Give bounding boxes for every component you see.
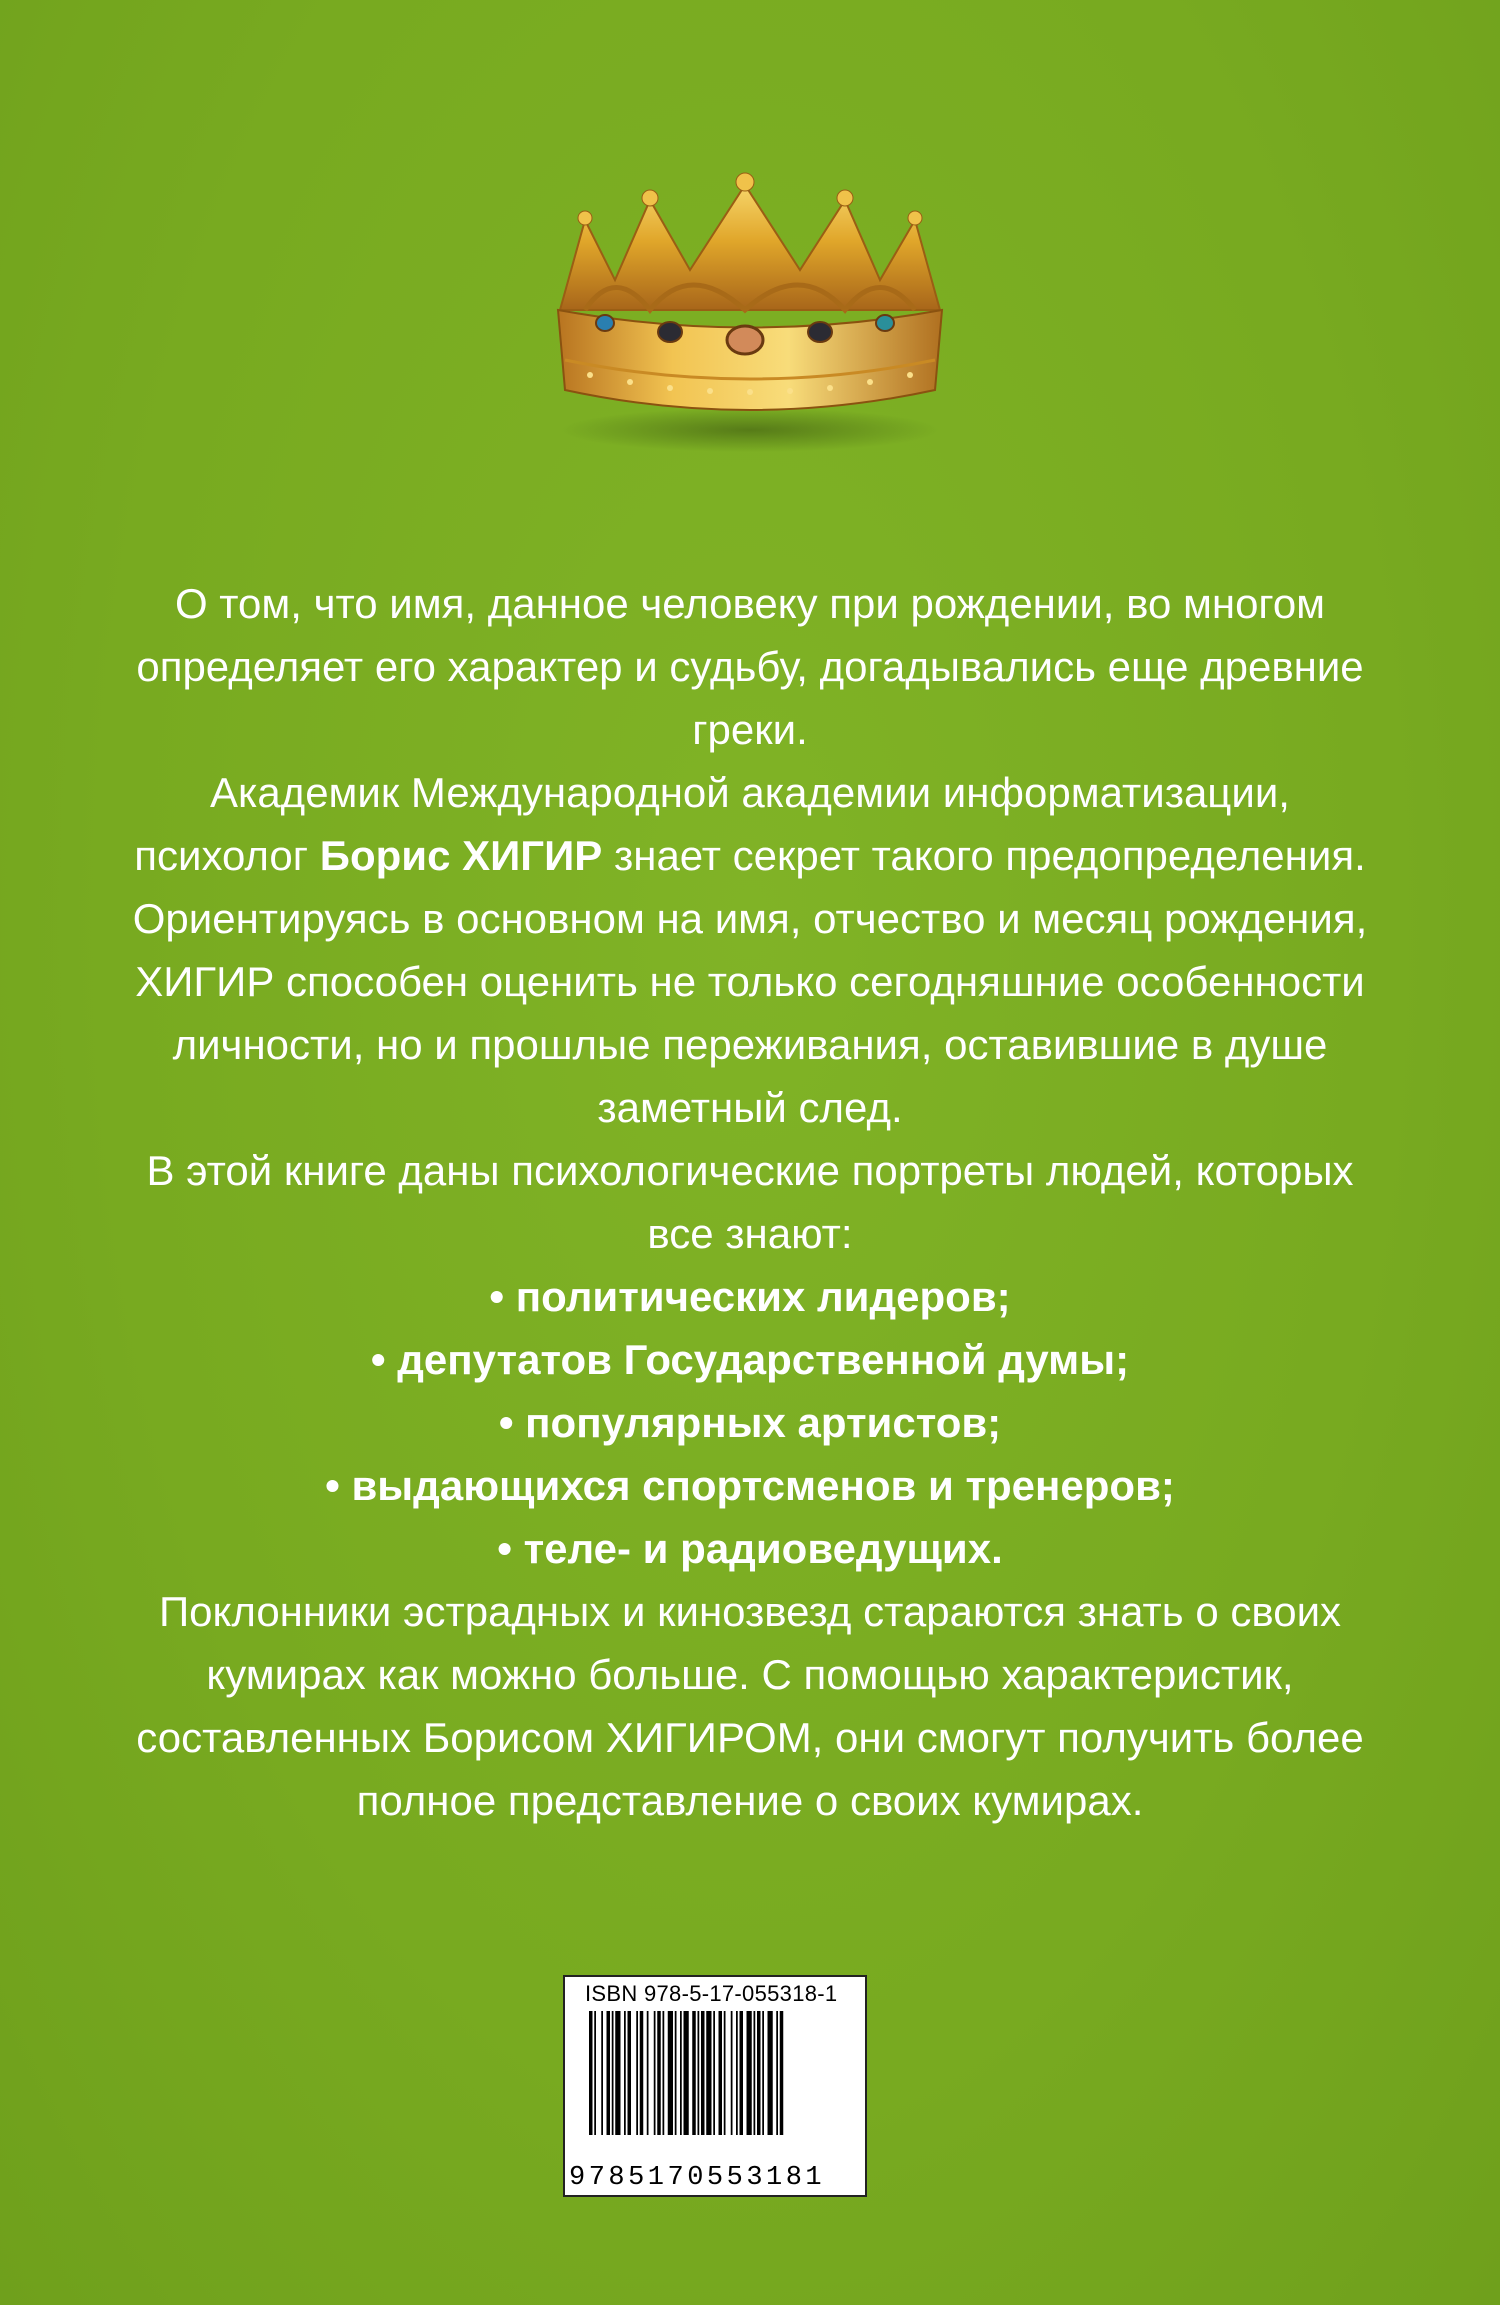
barcode-bar xyxy=(706,2011,711,2135)
barcode-bar xyxy=(628,2011,632,2135)
blurb-paragraph-2-start: Академик Международной академии информатизации, психолог xyxy=(134,769,1290,879)
blurb-paragraph-4: Поклонники эстрадных и кинозвезд стараются знать о своих кумирах как можно больше. С помощью характеристик, составленных Борисом ХИГИРОМ, они смогут получить более полное представление о своих кумирах. xyxy=(136,1588,1364,1824)
barcode-bar xyxy=(654,2011,656,2135)
barcode-bar xyxy=(724,2011,726,2135)
barcode-bar xyxy=(607,2011,611,2135)
list-item: • популярных артистов; xyxy=(498,1399,1002,1446)
list-item: • политических лидеров; xyxy=(489,1273,1011,1320)
barcode-bar xyxy=(601,2011,603,2135)
barcode-bar xyxy=(663,2011,665,2135)
barcode-bar xyxy=(624,2011,626,2135)
barcode-icon xyxy=(587,2011,857,2163)
barcode-bar xyxy=(731,2011,733,2135)
list-item: • выдающихся спортсменов и тренеров; xyxy=(325,1462,1175,1509)
barcode-bar xyxy=(762,2011,764,2135)
barcode-bar xyxy=(719,2011,723,2135)
barcode-digits: 9785170553181 xyxy=(569,2163,826,2193)
barcode-bar xyxy=(692,2011,696,2135)
isbn-barcode-box xyxy=(563,1975,867,2197)
barcode-bar xyxy=(647,2011,649,2135)
barcode-bar xyxy=(675,2011,677,2135)
isbn-label: ISBN 978-5-17-055318-1 xyxy=(585,1981,838,2006)
blurb-paragraph-2 xyxy=(120,761,1380,1139)
barcode-bar xyxy=(640,2011,644,2135)
barcode-bar xyxy=(776,2011,778,2135)
list-item: • теле- и радиоведущих. xyxy=(497,1525,1003,1572)
blurb-paragraph-2-end: знает секрет такого предопределения. Ориентируясь в основном на имя, отчество и месяц рождения, ХИГИР способен оценить не только сегодняшние особенности личности, но и прошлые переживания, оставившие в душе заметный след. xyxy=(132,832,1368,1131)
barcode-bar xyxy=(780,2011,784,2135)
blurb-paragraph-3: В этой книге даны психологические портреты людей, которых все знают: xyxy=(146,1147,1354,1257)
barcode-bar xyxy=(612,2011,614,2135)
barcode-bar xyxy=(698,2011,700,2135)
barcode-bar xyxy=(684,2011,689,2135)
author-name: Борис ХИГИР xyxy=(319,832,603,879)
barcode-bar xyxy=(754,2011,756,2135)
barcode-bar xyxy=(747,2011,752,2135)
barcode-bar xyxy=(713,2011,715,2135)
barcode-bar xyxy=(757,2011,761,2135)
barcode-bar xyxy=(680,2011,682,2135)
barcode-bar xyxy=(736,2011,738,2135)
barcode-bar xyxy=(636,2011,638,2135)
barcode-bar xyxy=(668,2011,673,2135)
blurb-paragraph-1: О том, что имя, данное человеку при рождении, во многом определяет его характер и судьбу, догадывались еще древние греки. xyxy=(136,580,1364,753)
barcode-bar xyxy=(768,2011,773,2135)
crown-icon xyxy=(530,160,970,460)
barcode-bar xyxy=(615,2011,620,2135)
barcode-bar xyxy=(589,2011,593,2135)
barcode-bar xyxy=(657,2011,661,2135)
list-item: • депутатов Государственной думы; xyxy=(370,1336,1130,1383)
barcode-bar xyxy=(701,2011,705,2135)
cover-blurb xyxy=(120,572,1380,1832)
barcode-bar xyxy=(594,2011,596,2135)
barcode-bar xyxy=(740,2011,744,2135)
